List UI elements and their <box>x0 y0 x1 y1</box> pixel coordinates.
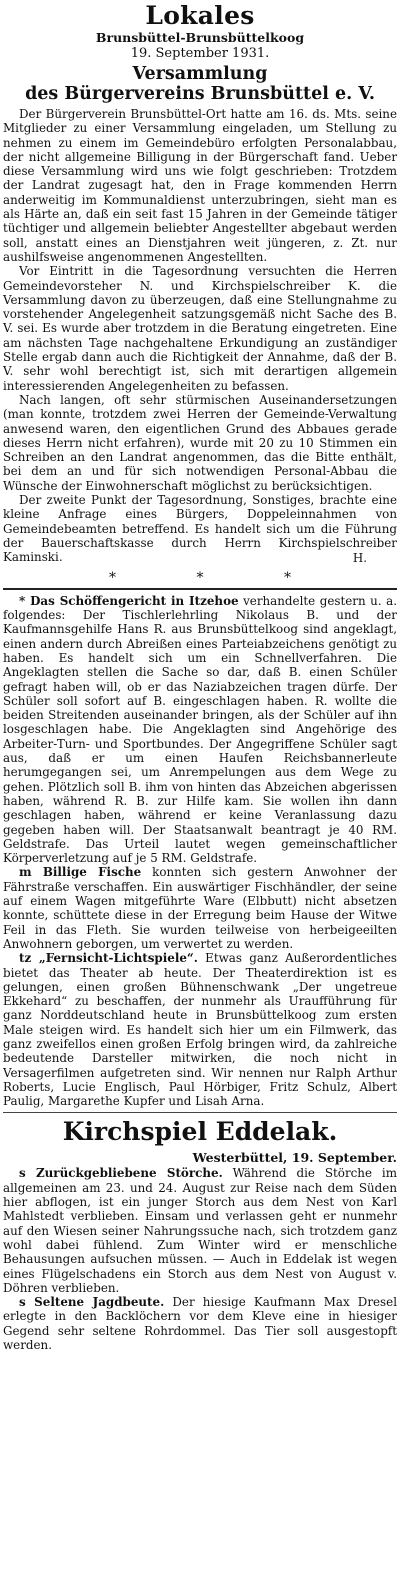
article-paragraph: Vor Eintritt in die Tagesordnung versuchten die Herren Gemeindevorsteher N. und Kirchspielschreiber K. die Versammlung davon zu überzeugen, daß eine Stellungnahme zu vorstehender Angelegenheit satzungsgemäß nicht Sache des B. V. sei. Es wurde aber trotzdem in die Beratung eingetreten. Eine am nächsten Tage nachgehaltene Erkundigung an zuständiger Stelle ergab dann auch die Richtigkeit der Annahme, daß der B. V. sehr wohl berechtigt ist, sich mit derartigen allgemein interessierenden Angelegenheiten zu befassen. <box>3 264 397 393</box>
section-rule <box>3 588 397 590</box>
article-paragraph: Nach langen, oft sehr stürmischen Auseinandersetzungen (man konnte, trotzdem zwei Herren der Gemeinde-Verwaltung anwesend waren, den eigentlichen Grund des Abbaues gerade dieses Herrn nicht erfahren), wurde mit 20 zu 10 Stimmen ein Schreiben an den Landrat angenommen, das die Bitte enthält, bei dem an und für sich notwendigen Personal-Abbau die Wünsche der Einwohnerschaft möglichst zu berücksichtigen. <box>3 392 397 493</box>
section-heading: Kirchspiel Eddelak. <box>62 1117 338 1147</box>
section-eddelak <box>3 1117 397 1352</box>
masthead <box>3 2 397 62</box>
notice-lichtspiele <box>3 951 397 1108</box>
notice-lead: s Zurückgebliebene Störche. <box>19 1166 223 1181</box>
notice-text: verhandelte gestern u. a. folgendes: Der Tischlerlehrling Nikolaus B. und der Kaufmannsgehilfe Hans R. aus Brunsbüttelkoog sind angeklagt, einen andern durch Abreißen eines Parteiabzeichens genötigt zu haben. Es handelt sich um ein Schnellverfahren. Die Angeklagten stellen die Sache so dar, daß B. einen Schüler gefragt haben will, ob er das Naziabzeichen tragen dürfe. Der Schüler soll sofort auf B. eingeschlagen haben. R. wollte die beiden Streitenden auseinander bringen, als der Schüler auf ihn losgeschlagen habe. Die Angeklagten sind Angehörige des Arbeiter-Turn- und Sportbundes. Der Angegriffene Schüler sagt aus, daß er um einen Haufen Reichsbannerleute herumgegangen sei, um Anrempelungen aus dem Wege zu gehen. Plötzlich soll B. ihm von hinten das Abzeichen abgerissen haben, während R. B. zur Hilfe kam. Sie wollen ihn dann geschlagen haben, während er keine Veranlassung dazu gegeben haben will. Der Staatsanwalt beantragt je 40 RM. Geldstrafe. Das Urteil lautet wegen gemeinschaftlicher Körperverletzung auf je 5 RM. Geldstrafe. <box>3 593 397 866</box>
article-headline-line-1: Versammlung <box>132 64 268 84</box>
notice-lead: m Billige Fische <box>19 865 142 880</box>
notice-text: Etwas ganz Außerordentliches bietet das Theater ab heute. Der Theaterdirektion ist es gelungen, einen großen Bühnenschwank „Der ungetreue Ekkehard“ zu beschaffen, der nunmehr als Uraufführung für ganz Norddeutschland heute in Brunsbüttelkoog zum ersten Male steigen wird. Es handelt sich hier um ein Filmwerk, das ganz zweifellos einen großen Erfolg bringen wird, da zahlreiche bedeutende Darsteller mitwirken, die noch nicht in Versagerfilmen aufgetreten sind. Wir nennen nur Ralph Arthur Roberts, Lucie Englisch, Paul Hörbiger, Fritz Schulz, Albert Paulig, Margarethe Kupfer und Lisah Arna. <box>3 951 397 1109</box>
article-signature: H. <box>352 550 367 565</box>
article-paragraph: Der zweite Punkt der Tagesordnung, Sonstiges, brachte eine kleine Anfrage eines Bürgers, Doppeleinnahmen von Gemeindebeamten betreffend. Es handelt sich um die Führung der Bauerschaftskasse durch Herrn Kirchspielschreiber Kaminski. <box>3 493 397 565</box>
notice-billige-fische <box>3 865 397 951</box>
notice-jagdbeute <box>3 1295 397 1352</box>
notice-text: Während die Störche im allgemeinen am 23. und 24. August zur Reise nach dem Süden hier abflogen, ist ein junger Storch aus dem Nest von Karl Mahlstedt verblieben. Einsam und verlassen geht er nunmehr auf den Wiesen seiner Nahrungssuche nach, sich trotzdem ganz wohl dabei fühlend. Zum Winter wird er menschliche Behausungen aufsuchen müssen. — Auch in Eddelak ist wegen eines Flügelschadens ein Storch aus dem Nest von August v. Döhren verblieben. <box>3 1166 398 1295</box>
section-title: Lokales <box>145 1 255 30</box>
notice-lead: tz „Fernsicht-Lichtspiele“. <box>19 951 198 966</box>
article-buergerverein <box>3 64 397 585</box>
notice-lead: * Das Schöffengericht in Itzehoe <box>19 593 239 608</box>
notice-stoerche <box>3 1166 397 1295</box>
asterism-divider: * * * <box>109 569 329 586</box>
section-subtitle: Brunsbüttel-Brunsbüttelkoog <box>95 30 305 45</box>
section-rule <box>3 1112 397 1113</box>
notice-schoeffengericht <box>3 594 397 866</box>
notice-text: konnten sich gestern Anwohner der Fährstraße verschaffen. Ein auswärtiger Fischhändler, der seine auf einem Wagen mitgeführte Ware (Elbbutt) nicht absetzen konnte, schüttete diese in der Erregung beim Hause der Witwe Feil in das Fleth. Sie wurden teilweise von herbeigeeilten Anwohnern geborgen, um verwertet zu werden. <box>3 865 397 951</box>
dateline: Westerbüttel, 19. September. <box>192 1150 397 1166</box>
notice-text: Der hiesige Kaufmann Max Dresel erlegte in den Backlöchern vor dem Kleve eine in hiesiger Gegend sehr seltene Rohrdommel. Das Tier soll ausgestopft werden. <box>3 1295 397 1353</box>
local-notices <box>3 594 397 1109</box>
article-headline-line-2: des Bürgervereins Brunsbüttel e. V. <box>25 84 375 104</box>
article-paragraph: Der Bürgerverein Brunsbüttel-Ort hatte am 16. ds. Mts. seine Mitglieder zu einer Versammlung eingeladen, um Stellung zu nehmen zu einem im Gemeindebüro erfolgten Personalabbau, der nicht allgemeine Billigung in der Bürgerschaft fand. Ueber diese Versammlung wird uns wie folgt geschrieben: Trotzdem der Landrat zugesagt hat, den in Frage kommenden Herrn anderweitig im Kommunaldienst unterzubringen, sieht man es als Härte an, daß ein seit fast 15 Jahren in der Gemeinde tätiger tüchtiger und allgemein beliebter Angestellter abgebaut werden soll, anstatt eines an Dienstjahren weit jüngeren, z. Zt. nur aushilfsweise angenommenen Angestellten. <box>3 107 397 264</box>
notice-lead: s Seltene Jagdbeute. <box>19 1295 165 1310</box>
issue-date: 19. September 1931. <box>130 46 270 61</box>
